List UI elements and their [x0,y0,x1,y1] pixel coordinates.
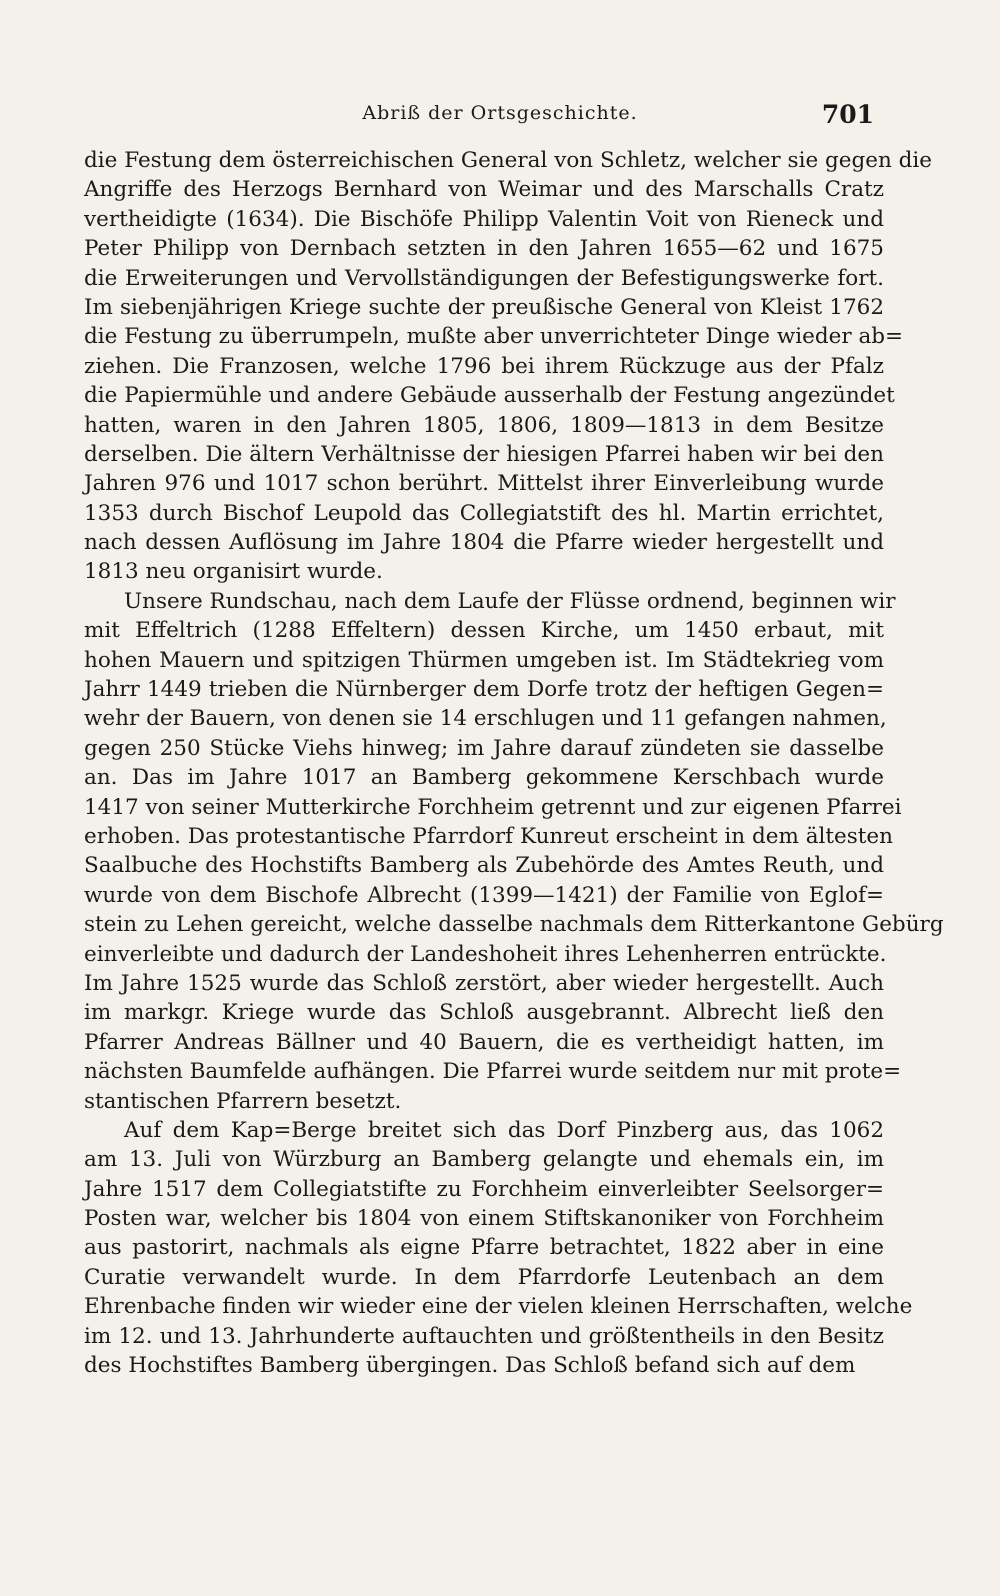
running-title: Abriß der Ortsgeschichte. [362,102,638,124]
text-line: des Hochstiftes Bamberg übergingen. Das Schloß befand sich auf dem [84,1353,856,1379]
text-line: die Festung zu überrumpeln, mußte aber unverrichteter Dinge wieder ab= [84,324,904,350]
text-line: gegen 250 Stücke Viehs hinweg; im Jahre darauf zündeten sie dasselbe [84,735,884,761]
text-line: erhoben. Das protestantische Pfarrdorf Kunreut erscheint in dem ältesten [84,823,893,849]
text-line: ziehen. Die Franzosen, welche 1796 bei ihrem Rückzuge aus der Pfalz [84,353,884,379]
text-line: Posten war, welcher bis 1804 von einem Stiftskanoniker von Forchheim [84,1206,884,1232]
text-line: stein zu Lehen gereicht, welche dasselbe nachmals dem Ritterkantone Gebürg [84,912,944,938]
text-line: die Papiermühle und andere Gebäude ausserhalb der Festung angezündet [84,383,895,409]
text-line: mit Effeltrich (1288 Effeltern) dessen Kirche, um 1450 erbaut, mit [84,618,884,644]
text-line: vertheidigte (1634). Die Bischöfe Philipp Valentin Voit von Rieneck und [84,206,884,232]
text-line: an. Das im Jahre 1017 an Bamberg gekommene Kerschbach wurde [84,765,884,791]
text-line: Im Jahre 1525 wurde das Schloß zerstört, aber wieder hergestellt. Auch [84,970,884,996]
text-line: 1813 neu organisirt wurde. [84,559,383,585]
text-line: Unsere Rundschau, nach dem Laufe der Flüsse ordnend, beginnen wir [124,588,896,614]
text-line: Jahren 976 und 1017 schon berührt. Mittelst ihrer Einverleibung wurde [84,471,884,497]
text-line: Jahrr 1449 trieben die Nürnberger dem Dorfe trotz der heftigen Gegen= [84,677,884,703]
body-text [84,146,944,1380]
text-line: im markgr. Kriege wurde das Schloß ausgebrannt. Albrecht ließ den [84,1000,884,1026]
text-line: einverleibte und dadurch der Landeshoheit ihres Lehenherren entrückte. [84,941,887,967]
paragraph [84,1116,913,1381]
text-line: 1417 von seiner Mutterkirche Forchheim getrennt und zur eigenen Pfarrei [84,794,902,820]
text-line: Im siebenjährigen Kriege suchte der preußische General von Kleist 1762 [84,294,884,320]
paragraph [84,146,933,587]
text-line: Jahre 1517 dem Collegiatstifte zu Forchheim einverleibter Seelsorger= [84,1176,884,1202]
text-line: die Erweiterungen und Vervollständigungen der Befestigungswerke fort. [84,265,884,291]
paragraph [84,587,944,1116]
text-line: Angriffe des Herzogs Bernhard von Weimar und des Marschalls Cratz [84,177,884,203]
text-line: Curatie verwandelt wurde. In dem Pfarrdorfe Leutenbach an dem [84,1264,884,1290]
text-line: im 12. und 13. Jahrhunderte auftauchten und größtentheils in den Besitz [84,1323,884,1349]
text-line: Peter Philipp von Dernbach setzten in den Jahren 1655—62 und 1675 [84,236,884,262]
text-line: hatten, waren in den Jahren 1805, 1806, 1809—1813 in dem Besitze [84,412,884,438]
text-line: Auf dem Kap=Berge breitet sich das Dorf Pinzberg aus, das 1062 [124,1117,884,1143]
text-line: Saalbuche des Hochstifts Bamberg als Zubehörde des Amtes Reuth, und [84,853,884,879]
text-line: hohen Mauern und spitzigen Thürmen umgeben ist. Im Städtekrieg vom [84,647,884,673]
text-line: am 13. Juli von Würzburg an Bamberg gelangte und ehemals ein, im [84,1147,884,1173]
text-line: wehr der Bauern, von denen sie 14 erschlugen und 11 gefangen nahmen, [84,706,887,732]
text-line: 1353 durch Bischof Leupold das Collegiatstift des hl. Martin errichtet, [84,500,884,526]
text-line: nächsten Baumfelde aufhängen. Die Pfarrei wurde seitdem nur mit prote= [84,1059,902,1085]
text-line: wurde von dem Bischofe Albrecht (1399—1421) der Familie von Eglof= [84,882,884,908]
text-line: Pfarrer Andreas Bällner und 40 Bauern, die es vertheidigt hatten, im [84,1029,884,1055]
running-head [0,100,1000,136]
page-number: 701 [821,100,874,129]
text-line: nach dessen Auflösung im Jahre 1804 die Pfarre wieder hergestellt und [84,530,884,556]
text-line: stantischen Pfarrern besetzt. [84,1088,402,1114]
text-line: derselben. Die ältern Verhältnisse der hiesigen Pfarrei haben wir bei den [84,441,884,467]
text-line: die Festung dem österreichischen General von Schletz, welcher sie gegen die [84,148,933,173]
text-line: aus pastorirt, nachmals als eigne Pfarre betrachtet, 1822 aber in eine [84,1235,884,1261]
text-line: Ehrenbache finden wir wieder eine der vielen kleinen Herrschaften, welche [84,1294,913,1320]
